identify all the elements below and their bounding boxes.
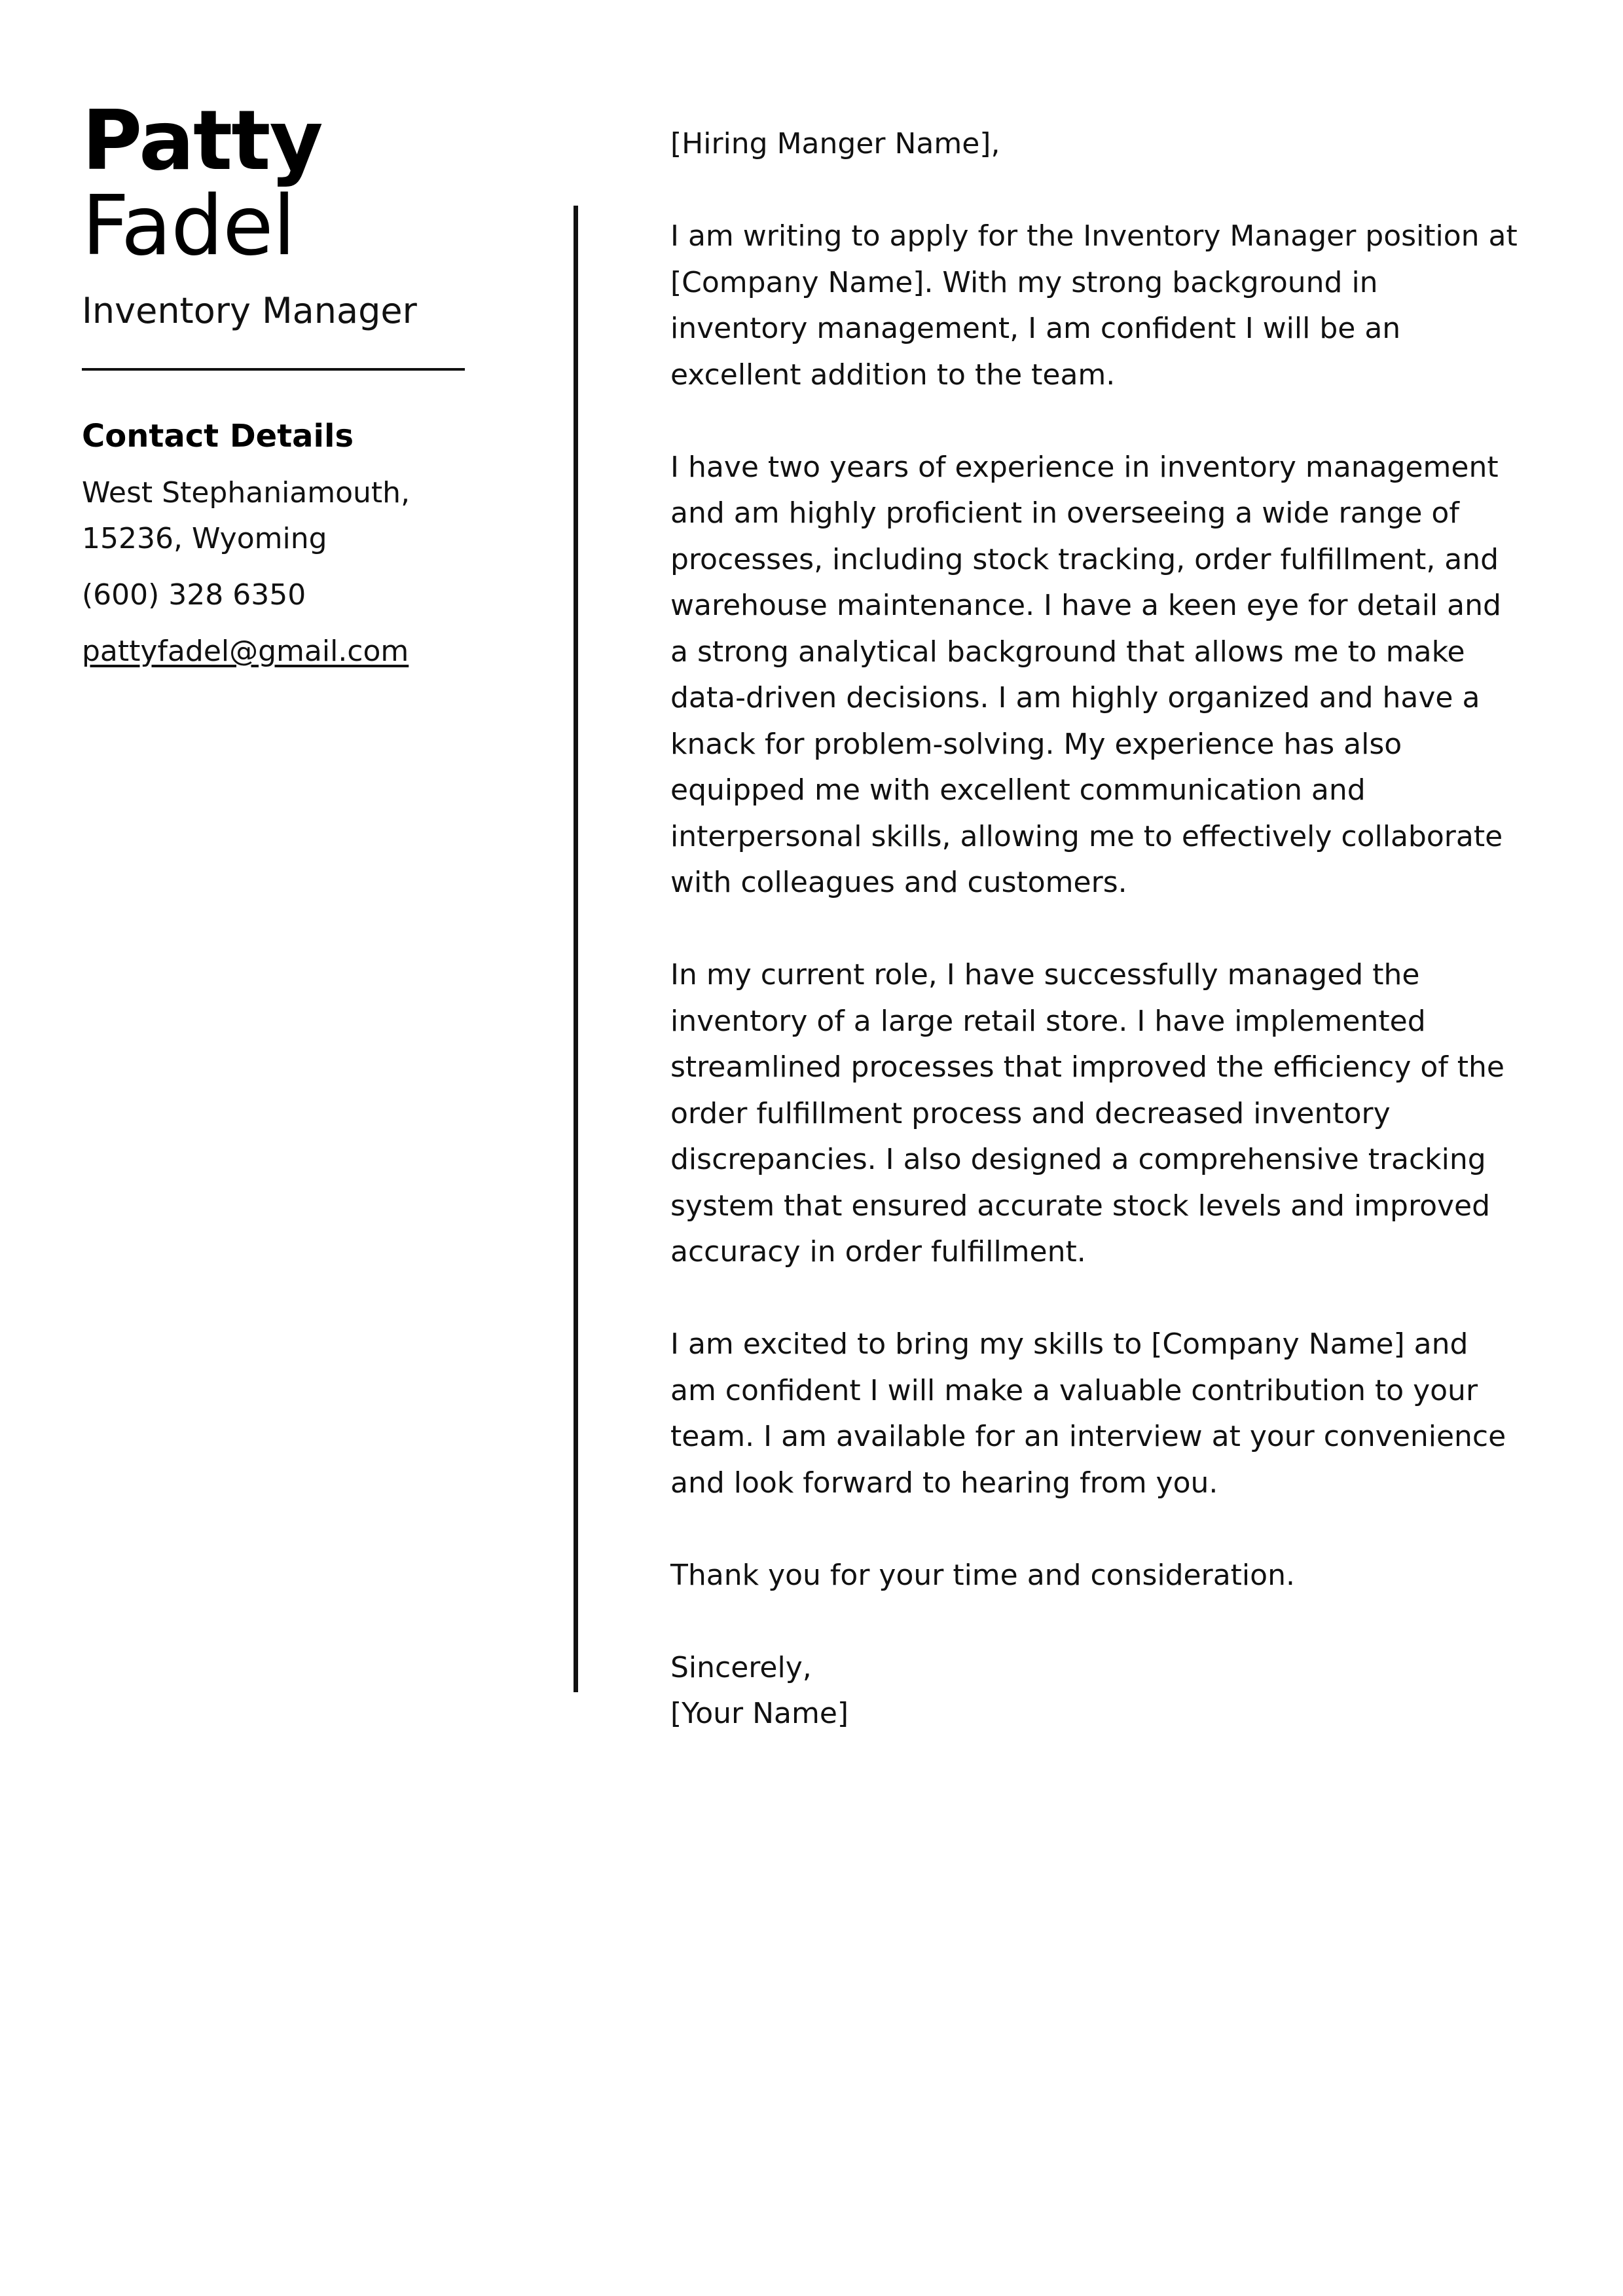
closing: Sincerely, (670, 1650, 812, 1684)
address-line-1: West Stephaniamouth, (82, 476, 410, 509)
address-line-2: 15236, Wyoming (82, 522, 327, 555)
letter-paragraph: I am excited to bring my skills to [Company Name] and am confident I will make a valuable contribution to your team. I am available for an interview at your convenience and look forward to hearing from you. (670, 1327, 1506, 1500)
header-divider (82, 368, 465, 371)
letter-paragraph: I am writing to apply for the Inventory Manager position at [Company Name]. With my strong background in inventory management, I am confident I will be an excellent addition to the team. (670, 219, 1518, 392)
contact-heading: Contact Details (82, 418, 354, 454)
contact-phone: (600) 328 6350 (82, 578, 306, 612)
letter-paragraph: Thank you for your time and consideration. (670, 1558, 1295, 1592)
first-name: Patty (82, 92, 322, 189)
signature: [Your Name] (670, 1697, 849, 1730)
letter-paragraph: In my current role, I have successfully managed the inventory of a large retail store. I have implemented streamlined processes that improved the efficiency of the order fulfillment process and decreased inventory discrepancies. I also designed a comprehensive tracking system that ensured accurate stock levels and improved accuracy in order fulfillment. (670, 958, 1505, 1268)
sidebar (82, 92, 468, 675)
vertical-divider (574, 206, 578, 1692)
last-name: Fadel (82, 177, 295, 274)
letter-paragraph: I have two years of experience in inventory management and am highly proficient in overseeing a wide range of processes, including stock tracking, order fulfillment, and warehouse maintenance. I have a keen eye for detail and a strong analytical background that allows me to make data-driven decisions. I am highly organized and have a knack for problem-solving. My experience has also equipped me with excellent communication and interpersonal skills, allowing me to effectively collaborate with colleagues and customers. (670, 450, 1503, 899)
contact-address (82, 470, 468, 562)
salutation: [Hiring Manger Name], (670, 127, 1000, 160)
job-title: Inventory Manager (82, 290, 417, 331)
contact-email-link[interactable]: pattyfadel@gmail.com (82, 635, 409, 668)
letter-body (670, 121, 1522, 1737)
